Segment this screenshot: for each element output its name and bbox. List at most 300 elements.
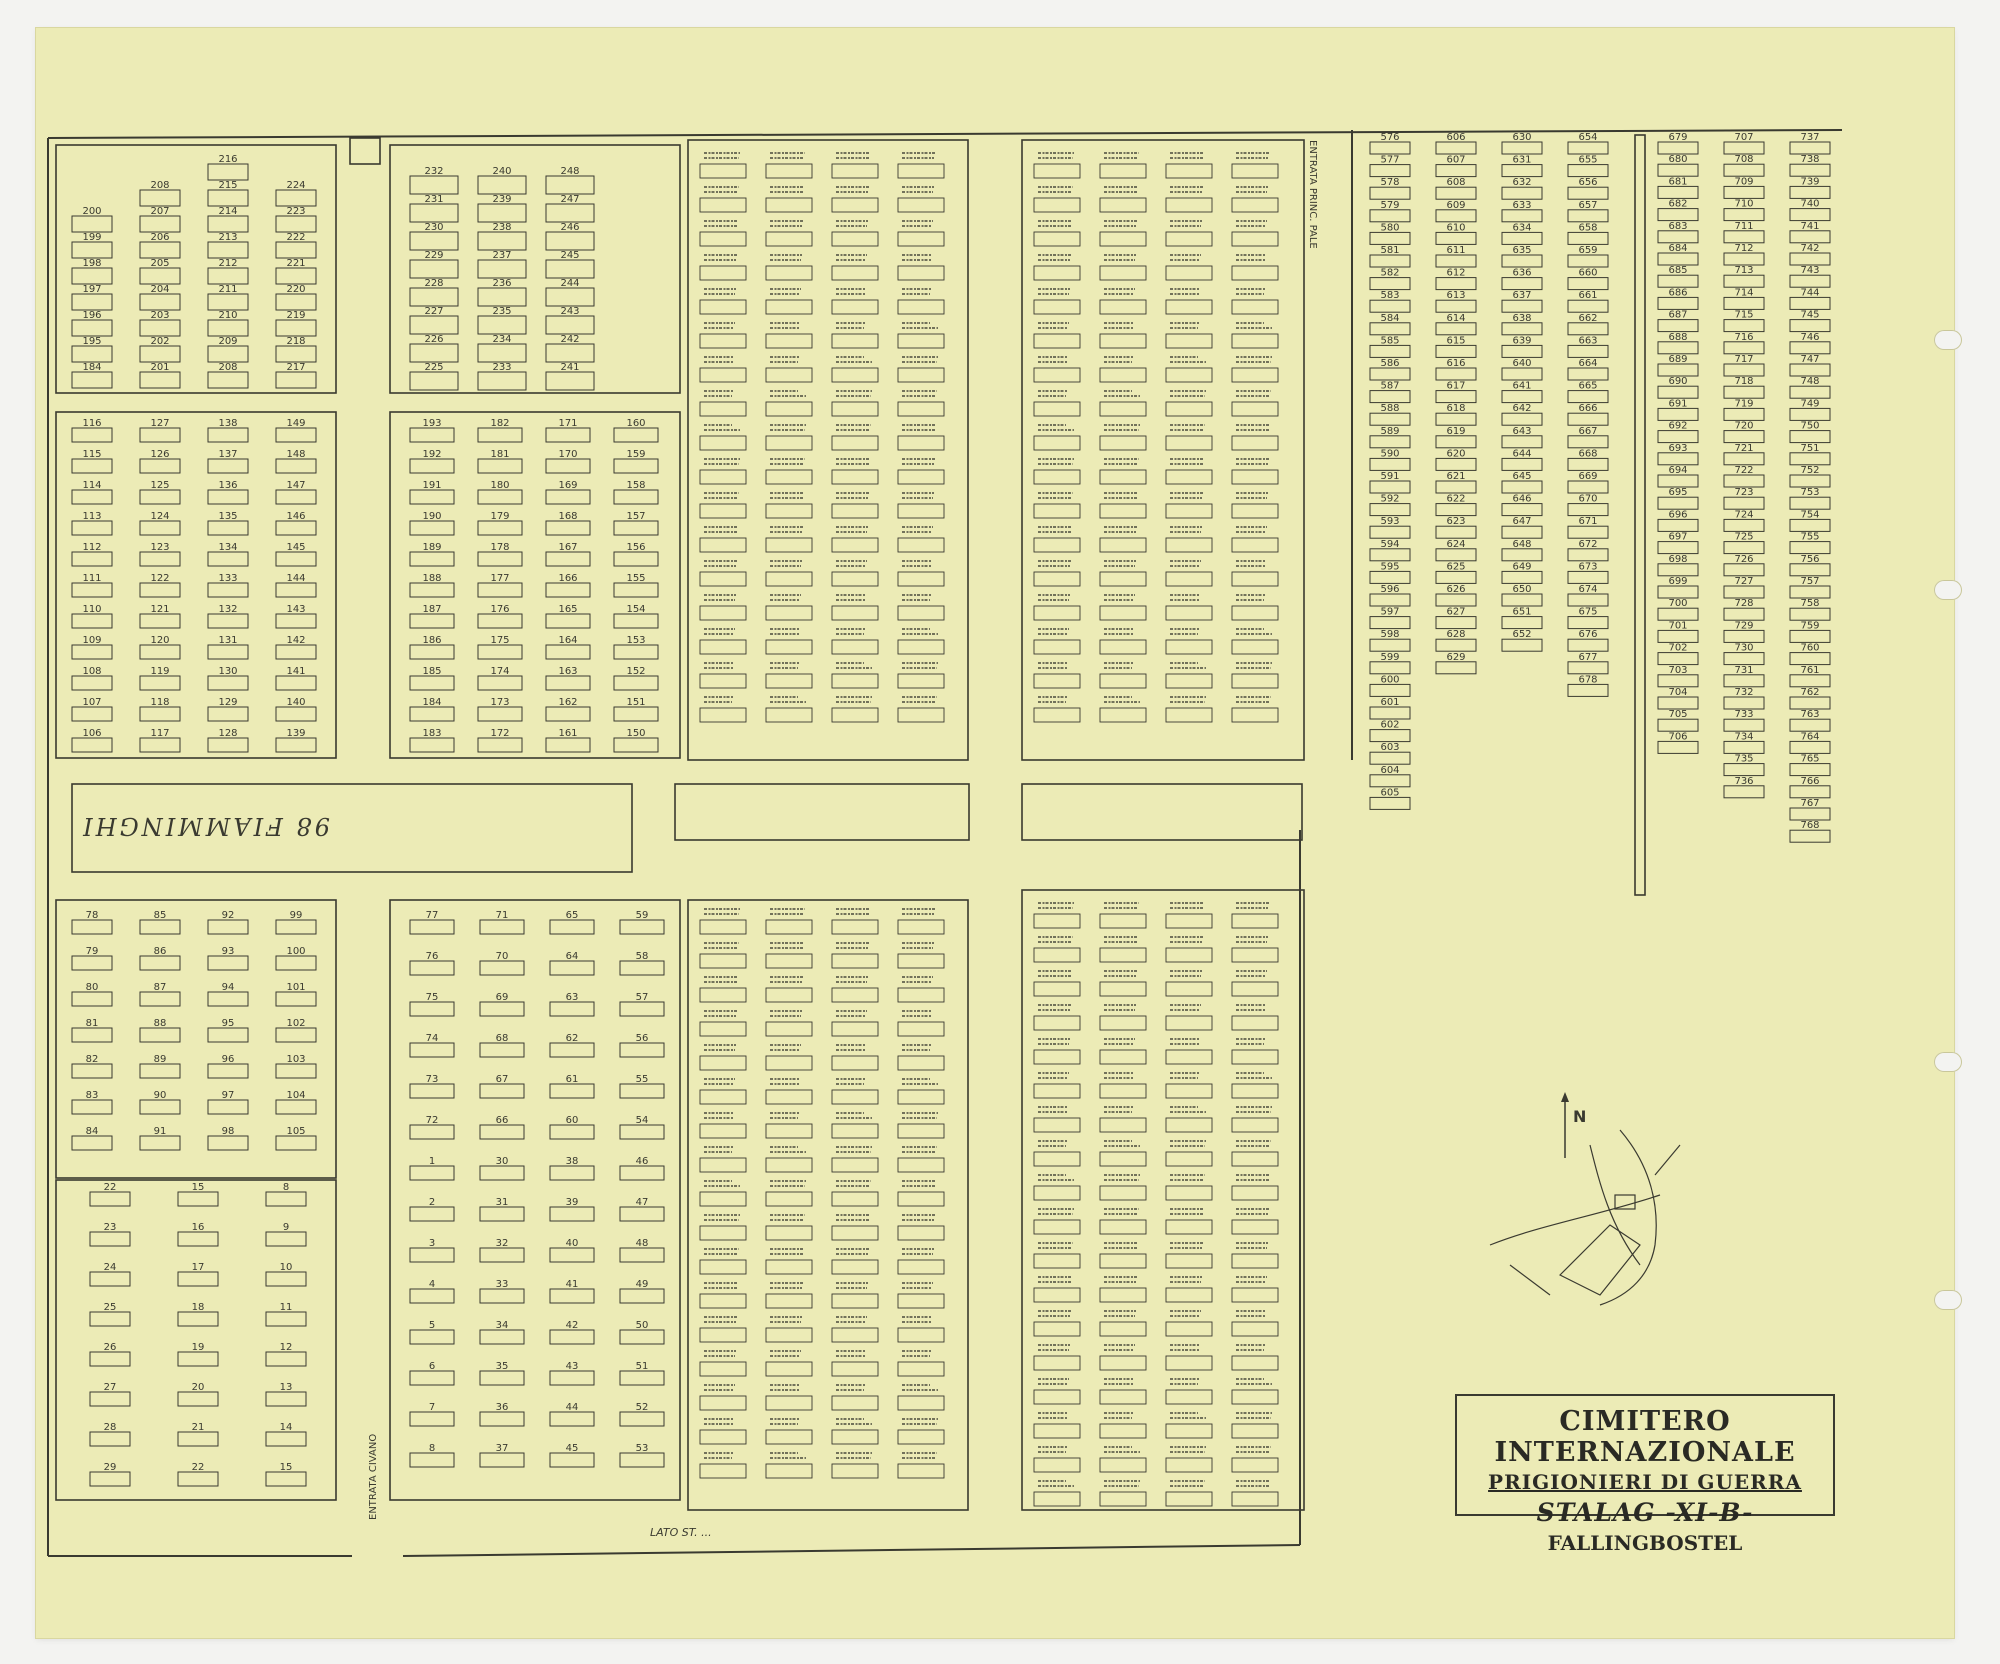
- grave-plot: [1658, 320, 1698, 332]
- grave-plot: [1166, 606, 1212, 620]
- grave-plot: [1502, 278, 1542, 290]
- grave-plot: [1724, 320, 1764, 332]
- plot-number: 99: [289, 910, 303, 921]
- grave-plot: [1232, 1118, 1278, 1132]
- plot-number: 30: [495, 1156, 509, 1167]
- grave-plot: [1790, 320, 1830, 332]
- plot-number: 202: [150, 336, 170, 347]
- plot-number: 746: [1800, 331, 1820, 343]
- plot-number: 241: [560, 362, 580, 373]
- grave-plot: [1034, 948, 1080, 962]
- grave-plot: [1724, 209, 1764, 221]
- grave-plot: [1724, 542, 1764, 554]
- plot-number: 83: [85, 1090, 99, 1101]
- grave-plot: [1436, 436, 1476, 448]
- grave-plot: [1658, 297, 1698, 309]
- grave-plot: [1370, 413, 1410, 425]
- grave-plot: [72, 645, 112, 659]
- grave-plot: [832, 1090, 878, 1104]
- grave-plot: [700, 1158, 746, 1172]
- location-sketch: [1490, 1130, 1680, 1305]
- grave-plot: [550, 920, 594, 934]
- grave-plot: [208, 294, 248, 310]
- grave-plot: [480, 1084, 524, 1098]
- grave-plot: [1658, 364, 1698, 376]
- grave-plot: [700, 674, 746, 688]
- grave-plot: [832, 1056, 878, 1070]
- grave-plot: [898, 1158, 944, 1172]
- grave-plot: [550, 1453, 594, 1467]
- grave-plot: [90, 1192, 130, 1206]
- grave-plot: [766, 674, 812, 688]
- plot-number: 90: [153, 1090, 167, 1101]
- plot-number: 25: [103, 1302, 117, 1313]
- grave-plot: [1166, 1050, 1212, 1064]
- grave-plot: [1232, 914, 1278, 928]
- grave-plot: [700, 300, 746, 314]
- grave-plot: [1658, 275, 1698, 287]
- plot-number: 130: [218, 666, 238, 677]
- grave-plot: [478, 176, 526, 194]
- grave-plot: [1568, 278, 1608, 290]
- plot-number: 690: [1668, 376, 1688, 388]
- grave-plot: [832, 538, 878, 552]
- plot-number: 187: [422, 604, 442, 615]
- grave-plot: [480, 1207, 524, 1221]
- plot-number: 19: [191, 1342, 205, 1353]
- plot-number: 727: [1734, 576, 1754, 587]
- plot-number: 96: [221, 1054, 235, 1065]
- plot-number: 684: [1668, 243, 1688, 254]
- plot-number: 630: [1512, 132, 1532, 143]
- plot-number: 190: [422, 511, 442, 522]
- plot-number: 766: [1800, 775, 1820, 787]
- grave-plot: [1436, 165, 1476, 177]
- plot-number: 71: [495, 910, 509, 921]
- plot-number: 79: [85, 946, 99, 957]
- grave-plot: [276, 459, 316, 473]
- grave-plot: [898, 1226, 944, 1240]
- grave-plot: [620, 961, 664, 975]
- grave-plot: [1034, 436, 1080, 450]
- grave-plot: [1100, 1390, 1146, 1404]
- plot-number: 176: [490, 604, 510, 615]
- plot-number: 682: [1668, 198, 1688, 210]
- grave-plot: [1034, 1458, 1080, 1472]
- grave-plot: [410, 1289, 454, 1303]
- grave-plot: [1724, 408, 1764, 420]
- grave-plot: [1568, 639, 1608, 651]
- grave-plot: [832, 1226, 878, 1240]
- grave-plot: [1436, 232, 1476, 244]
- grave-plot: [478, 583, 522, 597]
- grave-plot: [276, 920, 316, 934]
- grave-plot: [72, 956, 112, 970]
- grave-plot: [72, 294, 112, 310]
- grave-plot: [208, 428, 248, 442]
- grave-plot: [410, 490, 454, 504]
- plot-number: 31: [495, 1197, 509, 1208]
- grave-plot: [898, 1056, 944, 1070]
- plot-number: 725: [1734, 531, 1754, 543]
- plot-number: 220: [286, 284, 306, 295]
- plot-number: 247: [560, 194, 580, 205]
- grave-plot: [1232, 1152, 1278, 1166]
- plot-number: 687: [1668, 309, 1688, 321]
- plot-number: 47: [635, 1197, 649, 1208]
- title-line-1: CIMITERO INTERNAZIONALE: [1494, 1406, 1796, 1468]
- grave-plot: [480, 1371, 524, 1385]
- grave-plot: [898, 538, 944, 552]
- plot-number: 762: [1800, 687, 1820, 698]
- grave-plot: [208, 645, 248, 659]
- grave-plot: [614, 614, 658, 628]
- grave-plot: [1232, 640, 1278, 654]
- grave-plot: [276, 428, 316, 442]
- grave-plot: [178, 1352, 218, 1366]
- plot-number: 647: [1512, 516, 1532, 528]
- grave-plot: [140, 320, 180, 336]
- grave-plot: [478, 428, 522, 442]
- plot-number: 733: [1734, 709, 1754, 721]
- grave-plot: [766, 920, 812, 934]
- grave-plot: [620, 1125, 664, 1139]
- grave-plot: [276, 707, 316, 721]
- plot-number: 91: [153, 1126, 167, 1137]
- plot-number: 603: [1380, 742, 1400, 754]
- grave-plot: [1100, 1322, 1146, 1336]
- plot-number: 664: [1578, 358, 1598, 369]
- plot-number: 78: [85, 910, 99, 921]
- grave-plot: [410, 428, 454, 442]
- plot-number: 102: [286, 1018, 306, 1029]
- plot-number: 22: [103, 1182, 117, 1193]
- plot-number: 206: [150, 232, 170, 243]
- plot-number: 625: [1446, 561, 1466, 573]
- grave-plot: [550, 1412, 594, 1426]
- grave-plot: [614, 583, 658, 597]
- grave-plot: [766, 164, 812, 178]
- grave-plot: [700, 334, 746, 348]
- grave-plot: [898, 1260, 944, 1274]
- grave-plot: [550, 1002, 594, 1016]
- grave-plot: [1370, 300, 1410, 312]
- plot-number: 158: [626, 480, 646, 491]
- grave-plot: [478, 204, 526, 222]
- grave-plot: [178, 1192, 218, 1206]
- grave-plot: [1166, 368, 1212, 382]
- grave-plot: [1100, 1254, 1146, 1268]
- plot-number: 9: [282, 1222, 290, 1233]
- grave-plot: [478, 288, 526, 306]
- grave-plot: [410, 1371, 454, 1385]
- grave-plot: [1232, 198, 1278, 212]
- plot-number: 700: [1668, 598, 1688, 610]
- grave-plot: [1724, 608, 1764, 620]
- grave-plot: [1658, 408, 1698, 420]
- grave-plot: [550, 1166, 594, 1180]
- plot-number: 86: [153, 946, 167, 957]
- plot-number: 753: [1800, 487, 1820, 499]
- grave-plot: [1502, 594, 1542, 606]
- plot-number: 148: [286, 449, 306, 460]
- grave-plot: [1658, 519, 1698, 531]
- plot-number: 156: [626, 542, 646, 553]
- plot-number: 752: [1800, 465, 1820, 476]
- grave-plot: [1502, 549, 1542, 561]
- grave-plot: [208, 956, 248, 970]
- grave-plot: [1790, 697, 1830, 709]
- grave-plot: [898, 1464, 944, 1478]
- grave-plot: [1790, 830, 1830, 842]
- plot-number: 673: [1578, 561, 1598, 573]
- plot-number: 114: [82, 480, 102, 491]
- grave-plot: [1724, 475, 1764, 487]
- grave-plot: [1724, 275, 1764, 287]
- grave-plot: [276, 320, 316, 336]
- plot-number: 740: [1800, 198, 1820, 210]
- grave-plot: [1166, 1492, 1212, 1506]
- plot-number: 49: [635, 1279, 649, 1290]
- grave-plot: [72, 614, 112, 628]
- plot-number: 184: [82, 362, 102, 373]
- plot-number: 233: [492, 362, 512, 373]
- plot-number: 601: [1380, 697, 1400, 708]
- plot-number: 668: [1578, 448, 1598, 460]
- grave-plot: [620, 1371, 664, 1385]
- plot-number: 43: [565, 1361, 579, 1372]
- grave-plot: [1658, 431, 1698, 443]
- plot-number: 726: [1734, 553, 1754, 565]
- grave-plot: [1502, 504, 1542, 516]
- grave-plot: [700, 266, 746, 280]
- plot-number: 672: [1578, 538, 1598, 550]
- grave-plot: [1034, 334, 1080, 348]
- grave-plot: [766, 1362, 812, 1376]
- plot-number: 69: [495, 992, 509, 1003]
- plot-number: 162: [558, 697, 578, 708]
- grave-plot: [1790, 653, 1830, 665]
- grave-plot: [1166, 470, 1212, 484]
- grave-plot: [1658, 608, 1698, 620]
- plot-number: 705: [1668, 709, 1688, 721]
- grave-plot: [1166, 1288, 1212, 1302]
- grave-plot: [178, 1272, 218, 1286]
- grave-plot: [550, 1371, 594, 1385]
- plot-number: 579: [1380, 199, 1400, 211]
- plot-number: 132: [218, 604, 238, 615]
- plot-number: 120: [150, 635, 170, 646]
- plot-number: 721: [1734, 442, 1754, 454]
- grave-plot: [898, 1396, 944, 1410]
- grave-plot: [478, 232, 526, 250]
- grave-plot: [1568, 504, 1608, 516]
- grave-plot: [700, 1294, 746, 1308]
- grave-plot: [898, 920, 944, 934]
- plot-number: 231: [424, 194, 444, 205]
- grave-plot: [546, 232, 594, 250]
- grave-plot: [1166, 1186, 1212, 1200]
- grave-plot: [1232, 266, 1278, 280]
- plot-number: 159: [626, 449, 646, 460]
- plot-number: 744: [1800, 287, 1820, 299]
- grave-plot: [832, 640, 878, 654]
- grave-plot: [700, 954, 746, 968]
- plot-number: 768: [1800, 820, 1820, 832]
- plot-number: 618: [1446, 403, 1466, 415]
- grave-plot: [1790, 297, 1830, 309]
- fiamminghi-label: 98 FIAMMINGHI: [80, 812, 330, 840]
- grave-plot: [140, 1136, 180, 1150]
- grave-plot: [276, 645, 316, 659]
- plot-number: 177: [490, 573, 510, 584]
- grave-plot: [898, 954, 944, 968]
- grave-plot: [410, 288, 458, 306]
- grave-plot: [1790, 675, 1830, 687]
- plot-number: 662: [1578, 312, 1598, 324]
- grave-plot: [1502, 571, 1542, 583]
- plot-number: 644: [1512, 448, 1532, 460]
- plot-number: 751: [1800, 442, 1820, 454]
- grave-plot: [140, 707, 180, 721]
- grave-plot: [1658, 342, 1698, 354]
- grave-plot: [1100, 402, 1146, 416]
- grave-plot: [700, 1430, 746, 1444]
- grave-plot: [276, 676, 316, 690]
- grave-plot: [766, 504, 812, 518]
- grave-plot: [140, 552, 180, 566]
- grave-plot: [1034, 1288, 1080, 1302]
- grave-plot: [1568, 662, 1608, 674]
- plot-number: 104: [286, 1090, 306, 1101]
- grave-plot: [1370, 549, 1410, 561]
- plot-number: 12: [279, 1342, 293, 1353]
- plot-number: 663: [1578, 335, 1598, 347]
- grave-plot: [1724, 630, 1764, 642]
- grave-plot: [546, 645, 590, 659]
- grave-plot: [478, 490, 522, 504]
- grave-plot: [208, 521, 248, 535]
- grave-plot: [550, 1043, 594, 1057]
- grave-plot: [1034, 1084, 1080, 1098]
- plot-number: 706: [1668, 731, 1688, 743]
- grave-plot: [478, 459, 522, 473]
- grave-plot: [410, 372, 458, 390]
- grave-plot: [1502, 300, 1542, 312]
- grave-plot: [1100, 1492, 1146, 1506]
- grave-plot: [1436, 210, 1476, 222]
- grave-plot: [1568, 323, 1608, 335]
- plot-number: 182: [490, 418, 510, 429]
- grave-plot: [1436, 549, 1476, 561]
- grave-plot: [208, 583, 248, 597]
- plot-number: 137: [218, 449, 238, 460]
- plot-number: 75: [425, 992, 439, 1003]
- grave-plot: [1568, 549, 1608, 561]
- plot-number: 59: [635, 910, 649, 921]
- grave-plot: [898, 470, 944, 484]
- grave-plot: [1166, 914, 1212, 928]
- grave-plot: [1370, 458, 1410, 470]
- plot-number: 759: [1800, 620, 1820, 632]
- grave-plot: [208, 992, 248, 1006]
- plot-number: 737: [1800, 132, 1820, 143]
- grave-plot: [1790, 164, 1830, 176]
- grave-plot: [140, 1064, 180, 1078]
- plot-number: 4: [428, 1279, 436, 1290]
- grave-plot: [832, 504, 878, 518]
- grave-plot: [1034, 232, 1080, 246]
- plot-number: 212: [218, 258, 238, 269]
- plot-number: 100: [286, 946, 306, 957]
- grave-plot: [1166, 1220, 1212, 1234]
- grave-plot: [208, 1028, 248, 1042]
- grave-plot: [1502, 391, 1542, 403]
- grave-plot: [1100, 504, 1146, 518]
- plot-number: 590: [1380, 448, 1400, 460]
- grave-plot: [1658, 164, 1698, 176]
- grave-plot: [266, 1192, 306, 1206]
- plot-number: 670: [1578, 493, 1598, 505]
- grave-plot: [1370, 368, 1410, 380]
- grave-plot: [1166, 1390, 1212, 1404]
- grave-plot: [1568, 413, 1608, 425]
- plot-number: 681: [1668, 176, 1688, 188]
- grave-plot: [1502, 639, 1542, 651]
- grave-plot: [276, 1100, 316, 1114]
- plot-number: 634: [1512, 222, 1532, 234]
- grave-plot: [140, 676, 180, 690]
- plot-number: 730: [1734, 642, 1754, 654]
- plot-number: 10: [279, 1262, 293, 1273]
- plot-number: 239: [492, 194, 512, 205]
- grave-plot: [1502, 345, 1542, 357]
- grave-plot: [1166, 164, 1212, 178]
- fence-lines: [48, 130, 1842, 1556]
- grave-plot: [700, 920, 746, 934]
- grave-plot: [1502, 413, 1542, 425]
- grave-plot: [1100, 606, 1146, 620]
- grave-plot: [410, 614, 454, 628]
- grave-plot: [832, 572, 878, 586]
- plot-number: 124: [150, 511, 170, 522]
- grave-plot: [276, 956, 316, 970]
- grave-plot: [1790, 253, 1830, 265]
- grave-plot: [1100, 334, 1146, 348]
- grave-plot: [72, 428, 112, 442]
- grave-plot: [614, 428, 658, 442]
- grave-plot: [266, 1392, 306, 1406]
- grave-plot: [700, 1056, 746, 1070]
- plot-number: 66: [495, 1115, 509, 1126]
- plot-number: 34: [495, 1320, 509, 1331]
- plot-number: 748: [1800, 376, 1820, 388]
- plot-number: 243: [560, 306, 580, 317]
- grave-plot: [766, 470, 812, 484]
- plot-number: 58: [635, 951, 649, 962]
- plot-number: 155: [626, 573, 646, 584]
- grave-plot: [700, 504, 746, 518]
- grave-plot: [546, 552, 590, 566]
- plot-number: 224: [286, 180, 306, 191]
- plot-number: 108: [82, 666, 102, 677]
- grave-plot: [898, 1124, 944, 1138]
- plot-number: 674: [1578, 584, 1598, 595]
- grave-plot: [550, 1207, 594, 1221]
- entrance-left-label: ENTRATA CIVANO: [368, 1433, 379, 1520]
- grave-plot: [700, 1022, 746, 1036]
- plot-number: 692: [1668, 420, 1688, 432]
